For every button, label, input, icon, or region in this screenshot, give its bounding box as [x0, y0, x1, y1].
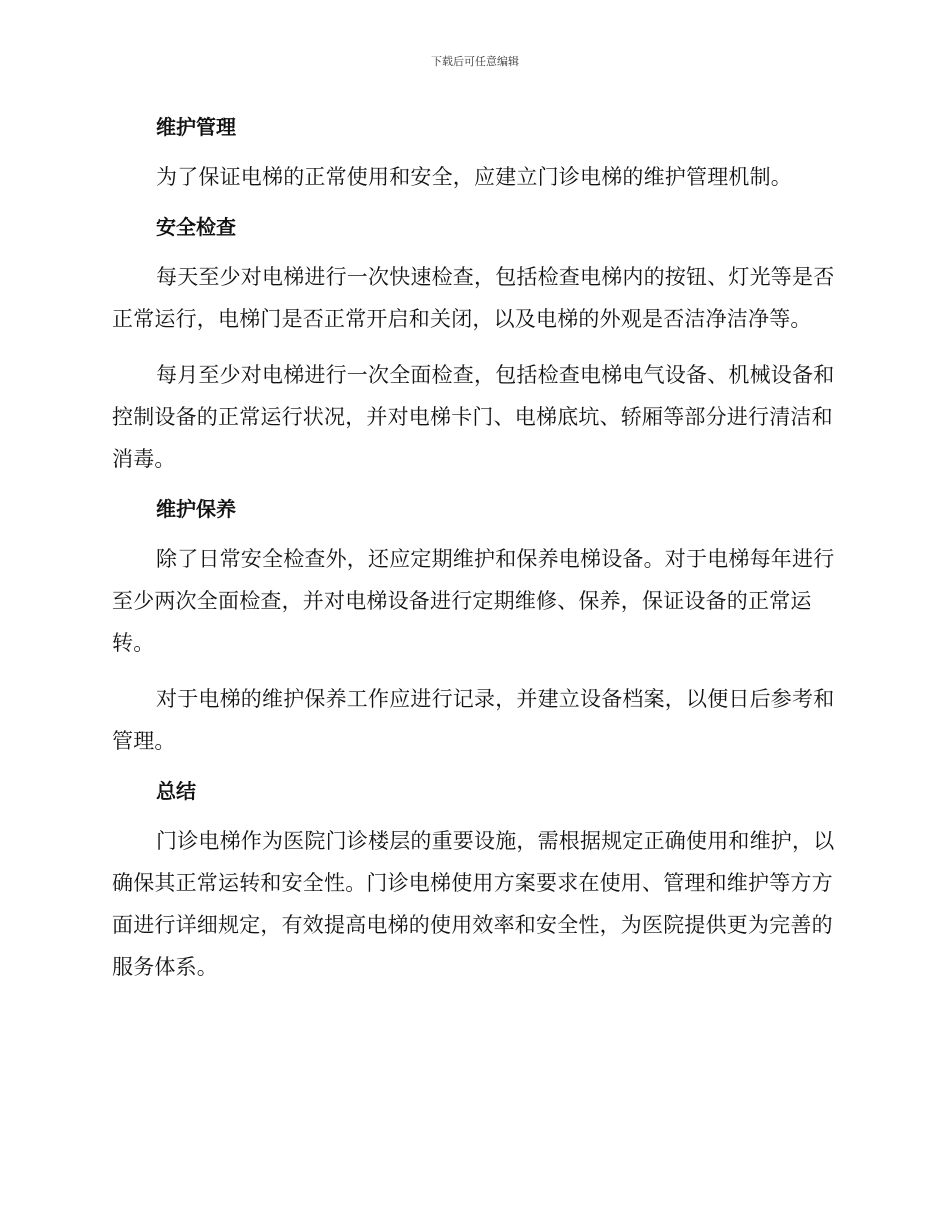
paragraph-maintenance-records: 对于电梯的维护保养工作应进行记录，并建立设备档案，以便日后参考和管理。 — [112, 687, 835, 753]
paragraph-summary: 门诊电梯作为医院门诊楼层的重要设施，需根据规定正确使用和维护，以确保其正常运转和安全性。门诊电梯使用方案要求在使用、管理和维护等方方面进行详细规定，有效提高电梯的使用效率和安全性，为医院提供更为完善的服务体系。 — [112, 829, 835, 979]
page-header: 下载后可任意编辑 — [431, 55, 519, 68]
paragraph-maintenance-intro: 为了保证电梯的正常使用和安全，应建立门诊电梯的维护管理机制。 — [156, 165, 792, 189]
heading-maintenance-upkeep: 维护保养 — [156, 497, 236, 521]
paragraph-monthly-check: 每月至少对电梯进行一次全面检查，包括检查电梯电气设备、机械设备和控制设备的正常运行状况，并对电梯卡门、电梯底坑、轿厢等部分进行清洁和消毒。 — [112, 363, 835, 471]
heading-summary: 总结 — [156, 779, 196, 803]
heading-safety-check: 安全检查 — [156, 215, 236, 239]
paragraph-daily-check: 每天至少对电梯进行一次快速检查，包括检查电梯内的按钮、灯光等是否正常运行，电梯门是否正常开启和关闭，以及电梯的外观是否洁净洁净等。 — [112, 265, 835, 331]
heading-maintenance-management: 维护管理 — [156, 115, 236, 139]
paragraph-regular-maintenance: 除了日常安全检查外，还应定期维护和保养电梯设备。对于电梯每年进行至少两次全面检查，并对电梯设备进行定期维修、保养，保证设备的正常运转。 — [112, 547, 835, 655]
document-body — [112, 110, 836, 988]
